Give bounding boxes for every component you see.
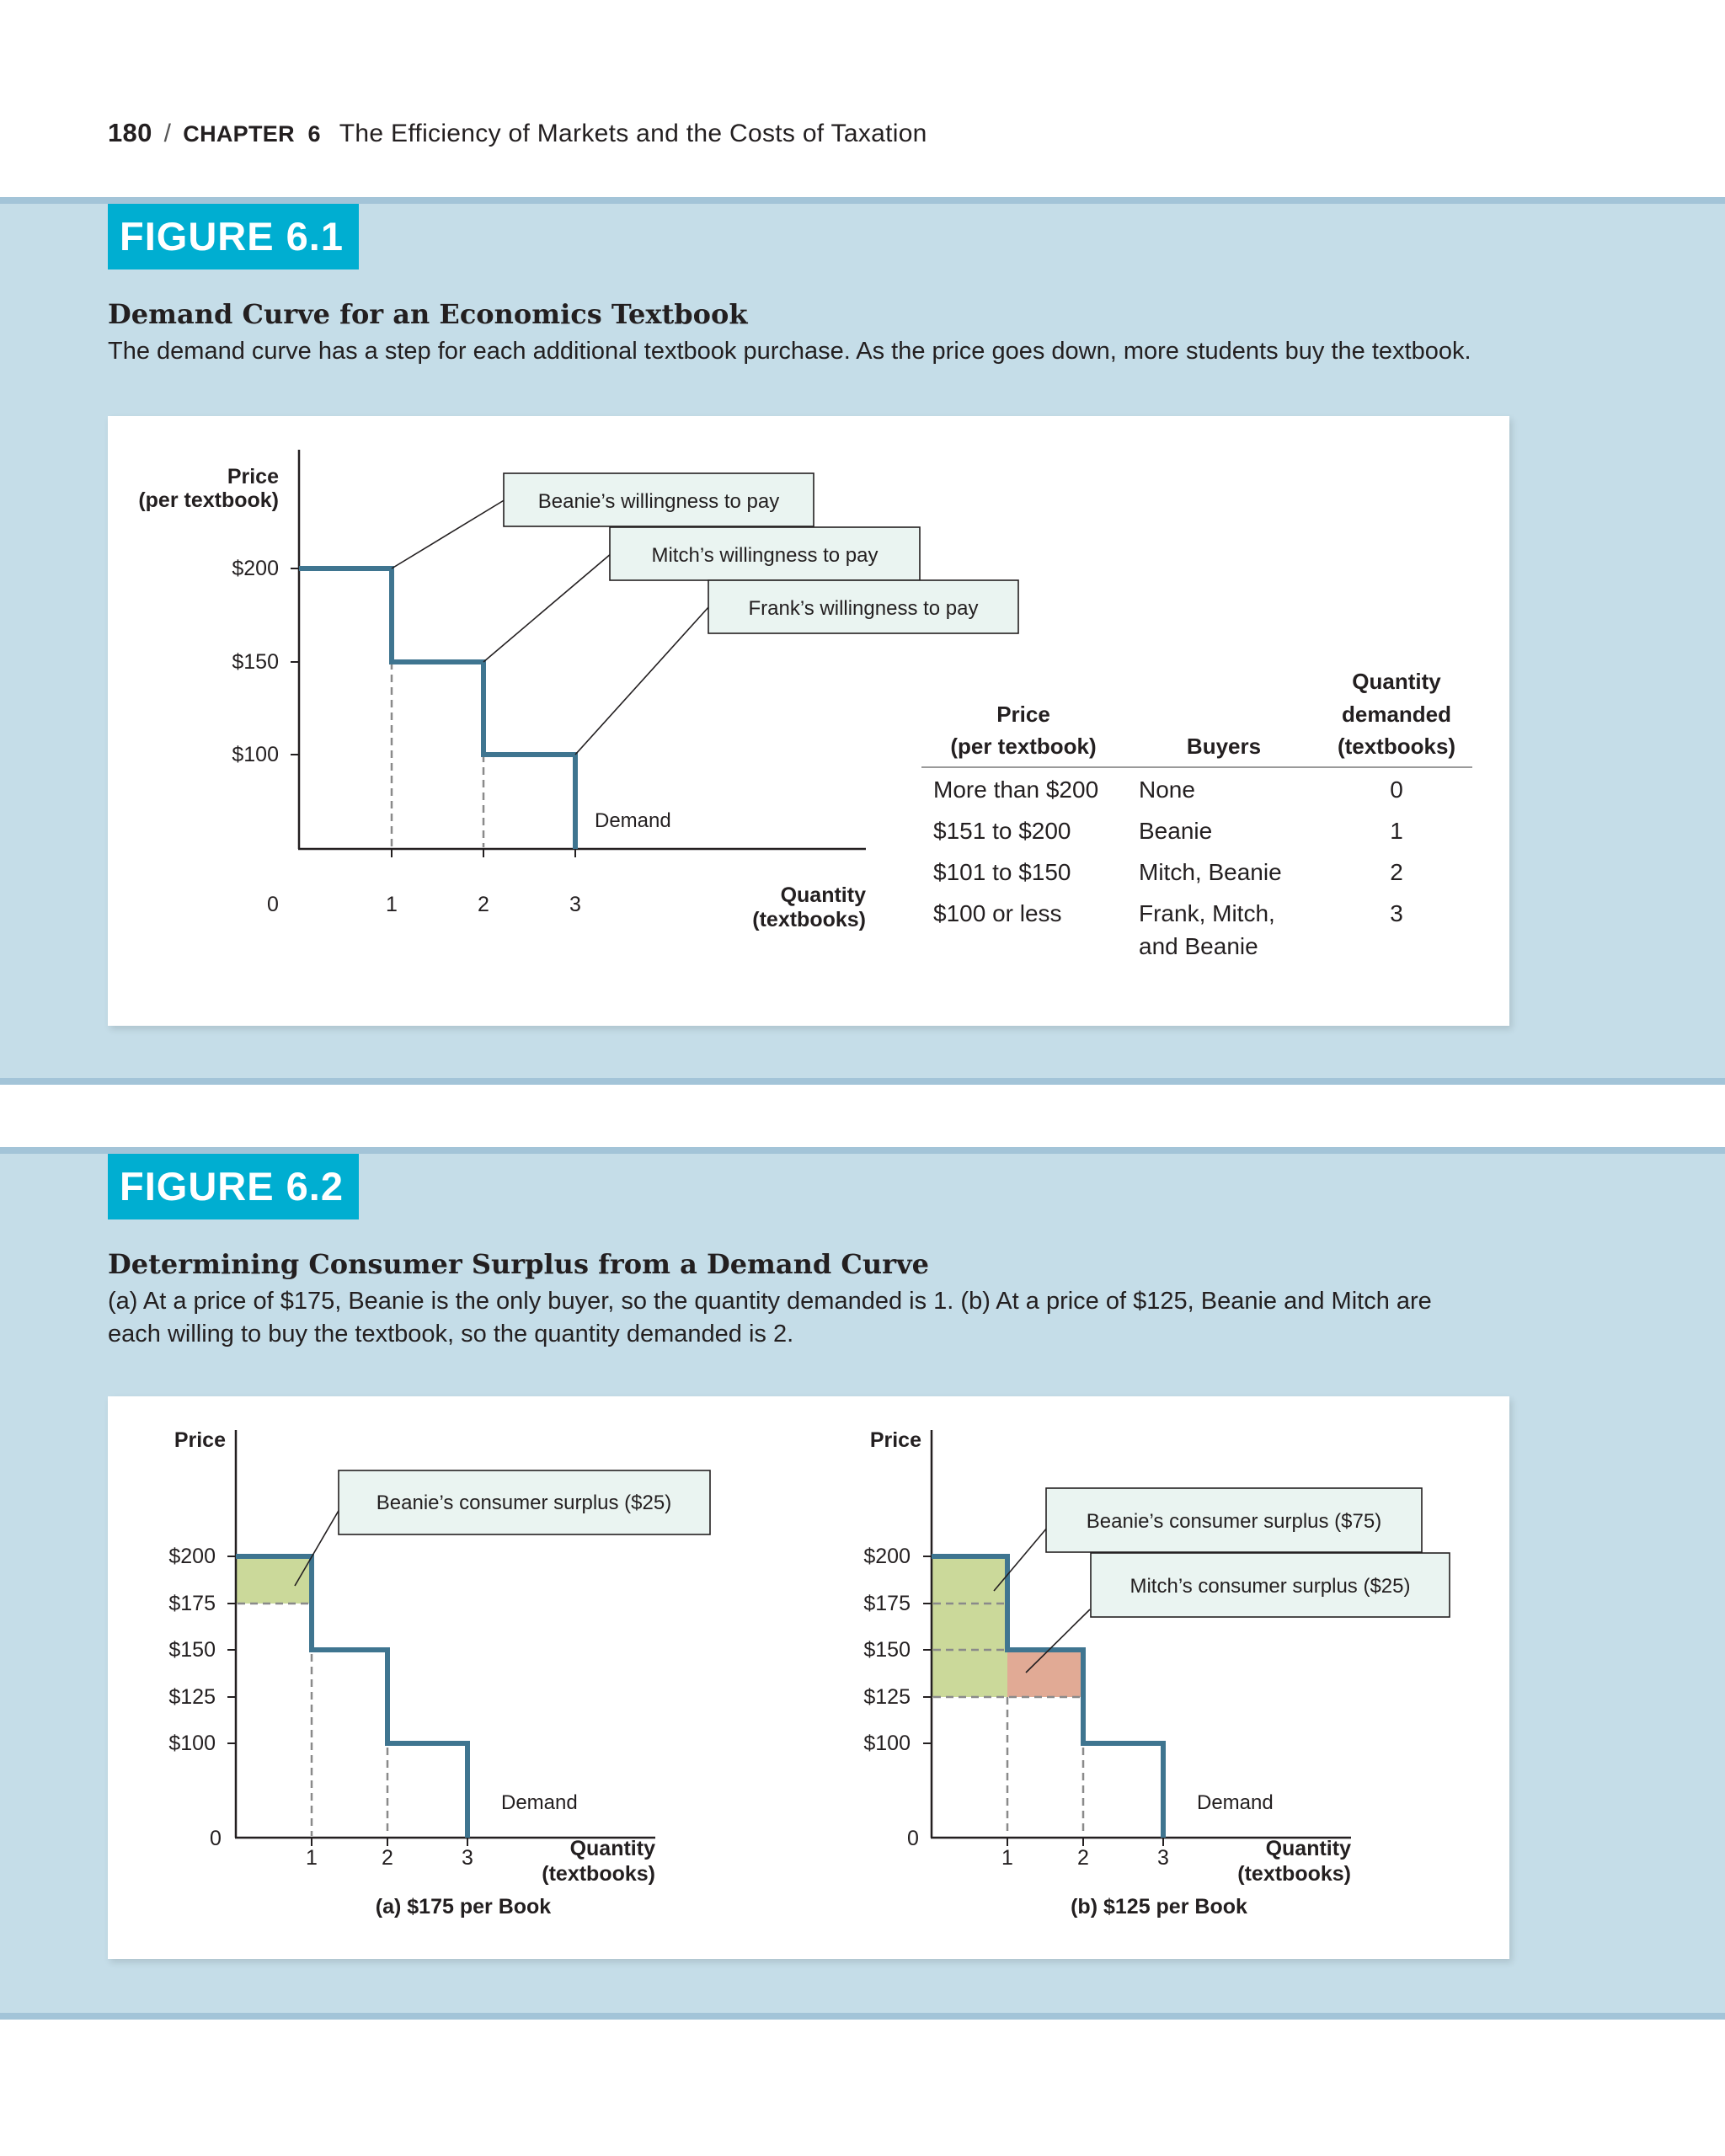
y-tick-label: $150: [232, 650, 279, 674]
chart-panel-b: [863, 1428, 1450, 1919]
table-cell-price: $151 to $200: [933, 818, 1071, 844]
y-tick-label: $100: [863, 1732, 911, 1755]
callout-mitch-surplus-b-text: Mitch’s consumer surplus ($25): [1130, 1575, 1411, 1598]
y-axis-label: Price: [869, 1428, 921, 1452]
table-header-price-2: (per textbook): [950, 734, 1097, 759]
figure-6-1-heading: Demand Curve for an Economics Textbook: [108, 298, 748, 330]
x-axis-label-line1: Quantity: [569, 1837, 655, 1860]
figure-6-2-panel: [0, 1147, 1725, 2020]
x-axis-label-line2: (textbooks): [1237, 1862, 1351, 1886]
chapter-title: The Efficiency of Markets and the Costs of Taxation: [339, 120, 927, 147]
callout-beanie-surplus-b-text: Beanie’s consumer surplus ($75): [1086, 1510, 1382, 1533]
x-tick-label: 2: [478, 893, 489, 916]
figure-6-2-caption-line2: each willing to buy the textbook, so the quantity demanded is 2.: [108, 1321, 794, 1348]
y-tick-label: $100: [168, 1732, 216, 1755]
page-number: 180: [108, 118, 152, 147]
y-axis-label-line2: (per textbook): [138, 488, 279, 512]
y-tick-label: $100: [232, 743, 279, 766]
table-cell-qty: 2: [1390, 859, 1403, 885]
demand-label: Demand: [595, 809, 671, 832]
table-header-qty-3: (textbooks): [1337, 734, 1456, 759]
callout-beanie-surplus-a-text: Beanie’s consumer surplus ($25): [376, 1492, 672, 1514]
surplus-area-mitch-b: [1007, 1650, 1083, 1697]
figure-6-1-caption: The demand curve has a step for each additional textbook purchase. As the price goes down, more students buy the textbook.: [108, 338, 1471, 365]
x-tick-label: 2: [1077, 1846, 1089, 1870]
table-cell-price: $100 or less: [933, 900, 1062, 926]
x-axis-label-line2: (textbooks): [752, 908, 866, 931]
x-tick-label: 1: [386, 893, 398, 916]
figure-6-2-charts: [108, 1396, 1509, 1959]
figure-6-2-card: [108, 1396, 1509, 1959]
leader-line-mitch: [483, 553, 611, 662]
figure-6-1-card: [108, 416, 1509, 1026]
y-tick-label: $175: [863, 1592, 911, 1615]
y-tick-label: $150: [863, 1638, 911, 1662]
table-cell-buyers: Beanie: [1139, 818, 1213, 844]
leader-line-beanie: [392, 499, 505, 568]
figure-6-2-tab: FIGURE 6.2: [108, 1154, 359, 1219]
panel-b-title: (b) $125 per Book: [1071, 1895, 1247, 1919]
origin-label: 0: [267, 893, 279, 916]
x-tick-label: 3: [1157, 1846, 1169, 1870]
chapter-label: CHAPTER 6: [183, 121, 321, 147]
running-head-separator: /: [163, 120, 172, 147]
table-cell-price: $101 to $150: [933, 859, 1071, 885]
surplus-area-beanie-a: [236, 1556, 312, 1604]
leader-line-frank: [575, 606, 709, 755]
x-axis-label-line2: (textbooks): [542, 1862, 655, 1886]
y-tick-label: $175: [168, 1592, 216, 1615]
demand-label: Demand: [1197, 1791, 1274, 1814]
table-cell-buyers: and Beanie: [1139, 933, 1258, 959]
x-tick-label: 2: [382, 1846, 393, 1870]
table-header-price-1: Price: [996, 702, 1050, 727]
origin-label: 0: [907, 1827, 919, 1850]
table-cell-qty: 1: [1390, 818, 1403, 844]
running-head: [108, 118, 927, 148]
y-axis-label: Price: [174, 1428, 226, 1452]
x-tick-label: 1: [1001, 1846, 1013, 1870]
table-cell-buyers: Frank, Mitch,: [1139, 900, 1275, 926]
y-axis-label-line1: Price: [227, 465, 279, 488]
callout-frank-wtp-text: Frank’s willingness to pay: [748, 597, 979, 620]
panel-a-title: (a) $175 per Book: [375, 1895, 552, 1919]
figure-6-2-heading: Determining Consumer Surplus from a Demand Curve: [108, 1248, 929, 1280]
figure-6-1-chart: [108, 416, 1509, 1026]
table-cell-price: More than $200: [933, 776, 1099, 803]
chart-panel-a: [168, 1428, 710, 1919]
table-header-buyers: Buyers: [1186, 734, 1262, 759]
x-tick-label: 1: [306, 1846, 318, 1870]
callout-mitch-wtp-text: Mitch’s willingness to pay: [651, 544, 879, 567]
figure-6-1-tab: FIGURE 6.1: [108, 204, 359, 270]
leader-line-beanie-surplus: [295, 1509, 339, 1586]
x-axis-label-line1: Quantity: [780, 883, 866, 907]
x-tick-label: 3: [462, 1846, 473, 1870]
y-tick-label: $125: [168, 1685, 216, 1709]
y-tick-label: $200: [863, 1545, 911, 1568]
figure-6-2-caption-line1: (a) At a price of $175, Beanie is the only buyer, so the quantity demanded is 1. (b) At a price of $125, Beanie and Mitch are: [108, 1288, 1432, 1315]
x-axis-label-line1: Quantity: [1265, 1837, 1351, 1860]
x-tick-label: 3: [569, 893, 581, 916]
demand-schedule-table: [921, 669, 1472, 959]
callout-beanie-wtp-text: Beanie’s willingness to pay: [537, 490, 780, 513]
y-tick-label: $200: [168, 1545, 216, 1568]
figure-6-1-panel: [0, 197, 1725, 1085]
demand-curve: [299, 568, 575, 849]
table-header-qty-1: Quantity: [1352, 669, 1441, 694]
table-cell-buyers: None: [1139, 776, 1195, 803]
y-tick-label: $125: [863, 1685, 911, 1709]
y-tick-label: $200: [232, 557, 279, 580]
y-tick-label: $150: [168, 1638, 216, 1662]
table-cell-qty: 0: [1390, 776, 1403, 803]
origin-label: 0: [210, 1827, 222, 1850]
table-cell-buyers: Mitch, Beanie: [1139, 859, 1282, 885]
surplus-area-beanie-b: [932, 1556, 1007, 1697]
table-cell-qty: 3: [1390, 900, 1403, 926]
table-header-qty-2: demanded: [1341, 702, 1452, 727]
demand-label: Demand: [501, 1791, 578, 1814]
